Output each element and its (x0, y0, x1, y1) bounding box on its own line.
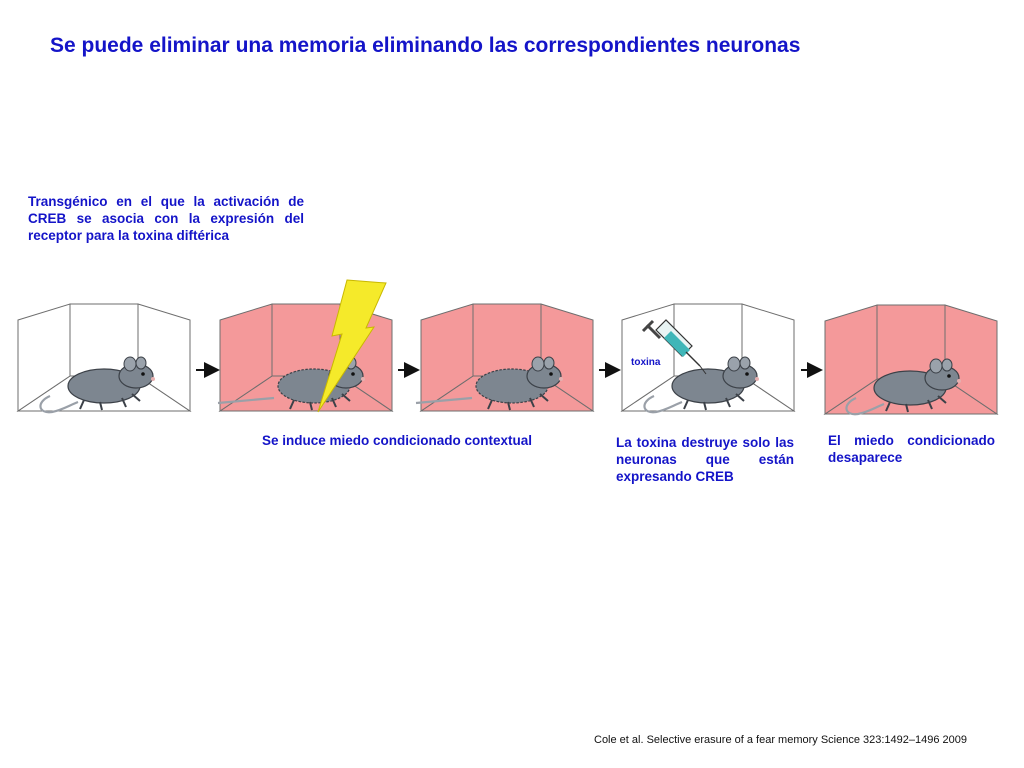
intro-caption: Transgénico en el que la activación de CREB se asocia con la expresión del receptor para la toxina diftérica (28, 194, 304, 243)
toxin-effect-caption: La toxina destruye solo las neuronas que están expresando CREB (616, 435, 794, 484)
chamber-5-memory-erased (825, 305, 997, 414)
chamber-4-toxin (622, 304, 794, 412)
slide-title: Se puede eliminar una memoria eliminando las correspondientes neuronas (50, 34, 801, 57)
fear-induced-caption: Se induce miedo condicionado contextual (262, 433, 533, 448)
citation: Cole et al. Selective erasure of a fear memory Science 323:1492–1496 2009 (594, 734, 968, 746)
chamber-3-fear-memory (416, 304, 593, 411)
toxin-label: toxina (631, 357, 661, 368)
chamber-2-conditioning (218, 280, 392, 412)
chamber-1-baseline (18, 304, 190, 412)
fear-gone-caption: El miedo condicionado desaparece (828, 433, 995, 465)
